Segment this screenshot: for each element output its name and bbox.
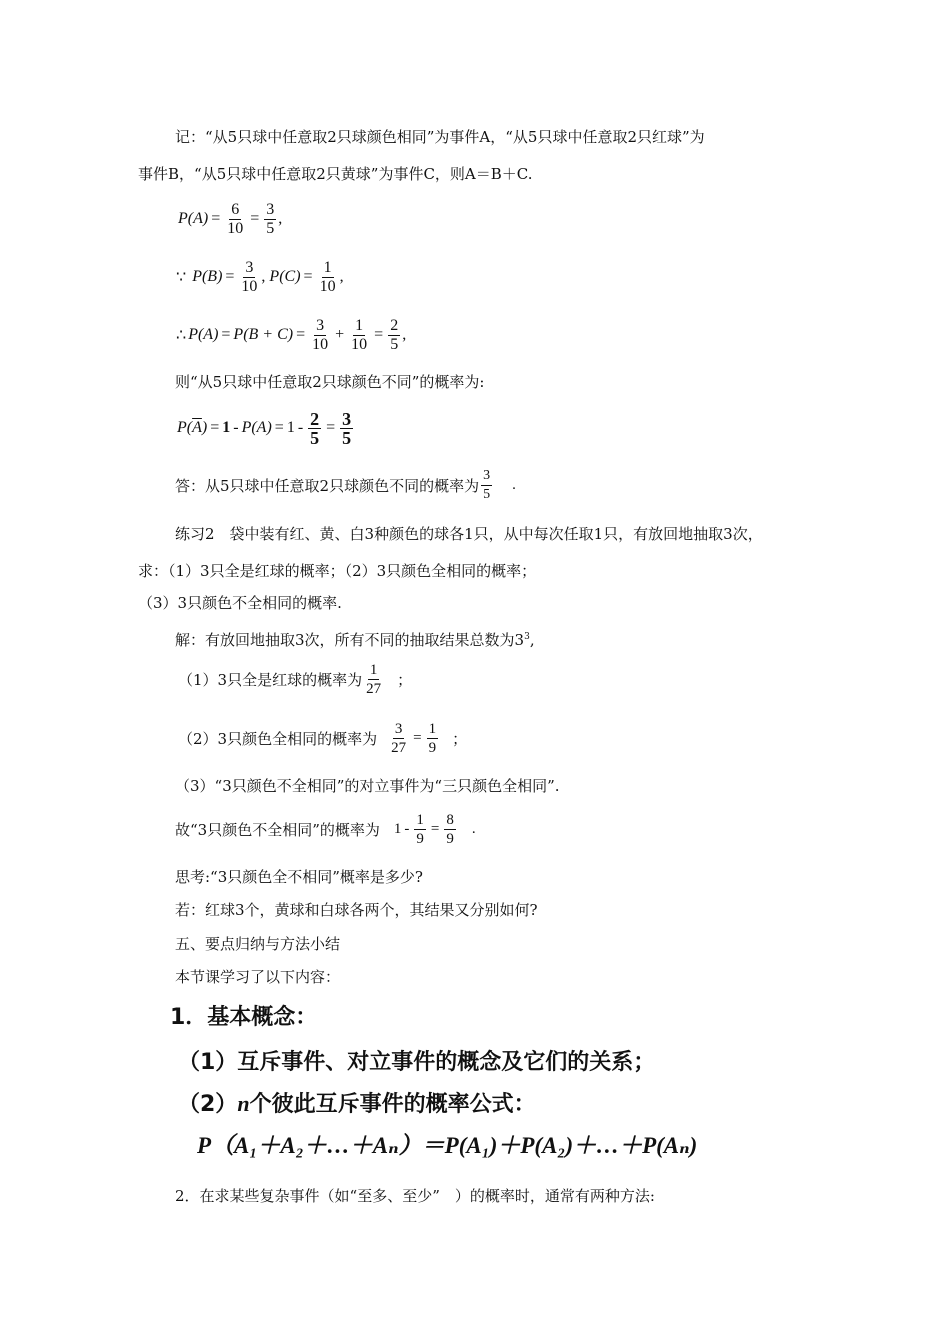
slide-formula: P（A₁＋A₂＋…＋Aₙ）＝P(A₁)＋P(A₂)＋…＋P(Aₙ) — [197, 1133, 698, 1158]
if-question: 若：红球3个，黄球和白球各两个，其结果又分别如何? — [175, 901, 538, 919]
solution-intro: 解：有放回地抽取3次，所有不同的抽取结果总数为$3^3$, — [175, 631, 535, 649]
summary-intro: 本节课学习了以下内容： — [175, 968, 341, 986]
q1-fraction: $\frac{1}{27}$ — [366, 661, 382, 697]
answer1: 答：从5只球中任意取2只球颜色不同的概率为 $\frac{3}{5}$ . — [175, 467, 516, 502]
equation-sum: ∴ P(A) = P(B + C) = $\frac{3}{10}$ + $\frac{1}{10}$ = $\frac{2}{5}$ , — [176, 316, 407, 353]
slide-item1: （1）互斥事件、对立事件的概念及它们的关系； — [178, 1050, 656, 1075]
para1-line2: 事件B，“从5只球中任意取2只黄球”为事件C，则A＝B＋C. — [138, 165, 533, 183]
answer1-fraction: $\frac{3}{5}$ — [483, 467, 491, 502]
solution-q3b: 故“3只颜色不全相同”的概率为 1 - $\frac{1}{9}$ = $\frac{8}{9}$ . — [175, 811, 476, 847]
eq2-fraction1: $\frac{3}{10}$ — [241, 258, 258, 295]
slide-item2: （2）n个彼此互斥事件的概率公式： — [178, 1091, 536, 1117]
solution-q3: （3）“3只颜色不全相同”的对立事件为“三只颜色全相同”. — [175, 777, 560, 795]
exercise2-line2: 求：（1）3只全是红球的概率；（2）3只颜色全相同的概率； — [138, 562, 537, 580]
point2: 2．在求某些复杂事件（如“至多、至少” ）的概率时，通常有两种方法: — [175, 1187, 655, 1205]
think-question: 思考:“3只颜色全不相同”概率是多少? — [175, 868, 423, 886]
para1-line1: 记：“从5只球中任意取2只球颜色相同”为事件A，“从5只球中任意取2只红球”为 — [175, 128, 705, 146]
eq4-fraction2: $\frac{3}{5}$ — [342, 408, 352, 448]
para2: 则“从5只球中任意取2只球颜色不同”的概率为: — [175, 373, 485, 391]
eq1-fraction1: $\frac{6}{10}$ — [227, 200, 244, 237]
eq3-fraction3: $\frac{2}{5}$ — [390, 316, 399, 353]
solution-q2: （2）3只颜色全相同的概率为 $\frac{3}{27}$ = $\frac{1}{9}$ ； — [178, 720, 468, 756]
eq2-fraction2: $\frac{1}{10}$ — [319, 258, 336, 295]
q3b-fraction1: $\frac{1}{9}$ — [416, 811, 424, 847]
exercise2-line1: 练习2 袋中装有红、黄、白3种颜色的球各1只，从中每次任取1只，有放回地抽取3次， — [175, 525, 763, 543]
eq1-equals: = — [211, 210, 221, 227]
q2-fraction1: $\frac{3}{27}$ — [391, 720, 407, 756]
eq1-fraction2: $\frac{3}{5}$ — [266, 200, 275, 237]
solution-q1: （1）3只全是红球的概率为 $\frac{1}{27}$ ； — [178, 661, 413, 697]
equation-complement: P( $\overline{A}$ ) = 1 - P(A) = 1 - $\frac{2}{5}$ = $\frac{3}{5}$ — [177, 408, 352, 448]
a-bar: $\overline{A}$ — [192, 419, 202, 436]
eq4-fraction1: $\frac{2}{5}$ — [310, 408, 320, 448]
therefore-symbol: ∴ — [176, 327, 187, 344]
because-symbol: ∵ — [176, 269, 187, 286]
q2-fraction2: $\frac{1}{9}$ — [428, 720, 437, 756]
exercise2-line3: （3）3只颜色不全相同的概率. — [138, 594, 342, 612]
slide-heading: 1．基本概念： — [170, 1005, 318, 1030]
eq3-fraction1: $\frac{3}{10}$ — [312, 316, 329, 353]
eq1-lhs: P(A) — [178, 210, 209, 227]
equation-pa: P(A) = $\frac{6}{10}$ = $\frac{3}{5}$ , — [178, 200, 283, 237]
equation-pb-pc: ∵ P(B) = $\frac{3}{10}$ , P(C) = $\frac{1}{10}$ , — [176, 258, 344, 295]
section-5-heading: 五、要点归纳与方法小结 — [175, 935, 341, 953]
q3b-fraction2: $\frac{8}{9}$ — [446, 811, 454, 847]
eq3-fraction2: $\frac{1}{10}$ — [351, 316, 368, 353]
